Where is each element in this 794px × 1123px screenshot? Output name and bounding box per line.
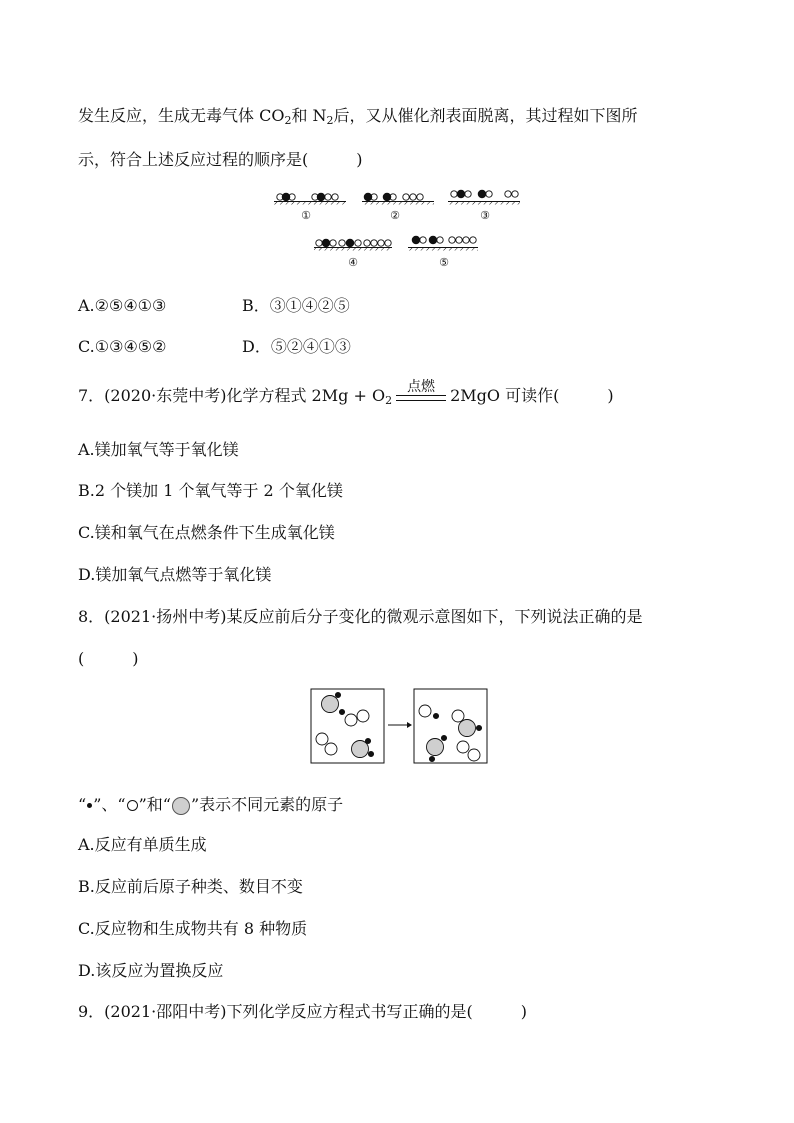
q8-legend <box>78 795 343 815</box>
q6-catalyst-figure <box>270 186 530 272</box>
q6-text-part: 发生反应，生成无毒气体 CO <box>78 106 285 125</box>
q6-option-b: B．③①④②⑤ <box>242 296 350 315</box>
white-atom-icon <box>127 800 138 811</box>
q8-option-d: D.该反应为置换反应 <box>78 961 224 980</box>
q7-text-part: 2MgO 可读作( ) <box>450 386 614 405</box>
q6-label-4: ④ <box>348 256 358 269</box>
q8-answer-paren: ( ) <box>78 649 139 668</box>
q6-text-part: 和 N <box>291 106 327 125</box>
q6-panel-5 <box>408 236 478 250</box>
q8-legend-quote: “ <box>78 795 87 814</box>
reaction-condition-equals <box>396 378 446 401</box>
q7-stem <box>78 378 614 411</box>
q6-label-5: ⑤ <box>439 256 449 269</box>
q9-stem: 9．(2021·邵阳中考)下列化学反应方程式书写正确的是( ) <box>78 1002 527 1021</box>
before-molecules <box>316 692 374 757</box>
q6-panel-1 <box>274 193 346 204</box>
q8-legend-quote: ”和“ <box>138 795 171 814</box>
q7-option-d: D.镁加氧气点燃等于氧化镁 <box>78 565 272 584</box>
q6-option-a: A.②⑤④①③ <box>78 296 167 315</box>
grey-atom-icon <box>172 797 190 815</box>
q6-label-2: ② <box>390 209 400 222</box>
small-black-atom-icon <box>87 803 92 808</box>
q6-option-c: C.①③④⑤② <box>78 337 167 356</box>
q7-text-part: 7．(2020·东莞中考)化学方程式 2Mg + O <box>78 386 386 405</box>
q8-option-c: C.反应物和生成物共有 8 种物质 <box>78 919 308 938</box>
q6-subscript: 2 <box>284 114 292 127</box>
q7-option-b: B.2 个镁加 1 个氧气等于 2 个氧化镁 <box>78 481 343 500</box>
q7-subscript: 2 <box>385 394 393 407</box>
q7-option-c: C.镁和氧气在点燃条件下生成氧化镁 <box>78 523 335 542</box>
q6-panel-2 <box>362 193 434 204</box>
q6-stem-line2: 示，符合上述反应过程的顺序是( ) <box>78 150 363 169</box>
q8-stem: 8．(2021·扬州中考)某反应前后分子变化的微观示意图如下，下列说法正确的是 <box>78 607 643 626</box>
q6-text-part: 后，又从催化剂表面脱离，其过程如下图所 <box>333 106 638 125</box>
q6-subscript: 2 <box>326 114 334 127</box>
q6-option-d: D．⑤②④①③ <box>242 337 351 356</box>
reaction-condition: 点燃 <box>407 378 436 395</box>
q6-panel-4 <box>314 239 392 250</box>
q6-label-3: ③ <box>480 209 490 222</box>
q6-label-1: ① <box>301 209 311 222</box>
q8-legend-text: ”表示不同元素的原子 <box>190 795 344 814</box>
q6-panel-3 <box>448 190 520 204</box>
q6-stem-line1 <box>78 106 638 131</box>
q8-option-a: A.反应有单质生成 <box>78 835 207 854</box>
q8-reaction-diagram <box>308 686 490 768</box>
after-molecules <box>419 705 482 762</box>
q8-option-b: B.反应前后原子种类、数目不变 <box>78 877 303 896</box>
q7-option-a: A.镁加氧气等于氧化镁 <box>78 440 239 459</box>
q8-legend-quote: ”、“ <box>93 795 126 814</box>
